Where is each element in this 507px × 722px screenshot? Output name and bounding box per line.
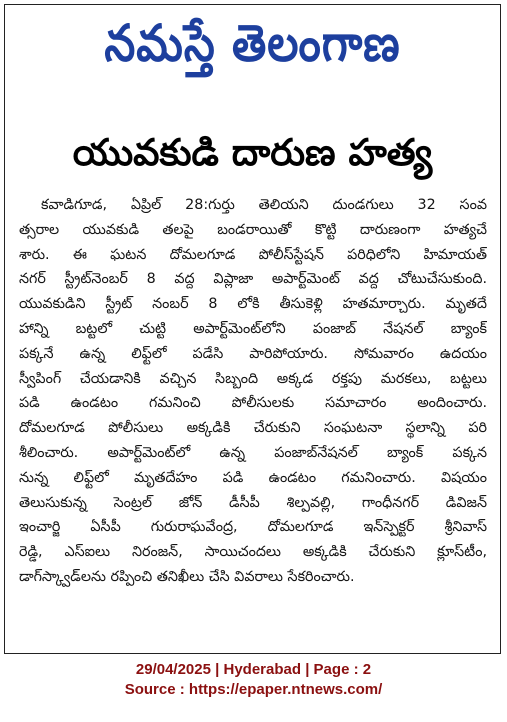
article-line: రెడ్డి, ఎస్ఐలు నిరంజన్, సాయిచందలు అక్కడికి చేరుకుని క్లూస్‌టీం, — [19, 544, 487, 561]
footer-dateline: 29/04/2025 | Hyderabad | Page : 2 — [135, 661, 372, 678]
article-headline — [5, 127, 500, 187]
article-line: యువకుడిని స్ట్రీట్ నంబర్ 8 లోకి తీసుకెళ్లి హతమార్చారు. మృతదే — [19, 296, 487, 313]
article-line: తెలుసుకున్న సెంట్రల్ జోన్ డీసీపీ శిల్పవల్లి, గాంధీనగర్ డివిజన్ — [19, 494, 487, 511]
article-line: ఇంచార్జి ఏసీపీ గురురాఘవేంద్ర, దోమలగూడ ఇన్‌స్పెక్టర్ శ్రీనివాస్ — [19, 519, 487, 536]
article-line: స్వీపింగ్ చేయడానికి వచ్చిన సిబ్బంది అక్కడ రక్తపు మరకలు, బట్టలు — [19, 370, 487, 387]
article-line: నున్న లిఫ్ట్‌లో మృతదేహం పడి ఉండటం గమనించారు. విషయం — [19, 469, 487, 486]
clipping-footer — [0, 660, 507, 700]
article-line: డాగ్‌స్క్వాడ్‌లను రప్పించి తనిఖీలు చేసి వివరాలు సేకరించారు. — [19, 568, 355, 585]
newspaper-masthead — [5, 9, 500, 91]
article-line: దోమలగూడ పోలీసులు అక్కడికి చేరుకుని సంఘటనా స్థలాన్ని పరి — [19, 420, 487, 437]
news-clipping — [4, 4, 501, 654]
article-line: శారు. ఈ ఘటన దోమలగూడ పోలీస్‌స్టేషన్ పరిధిలోని హిమాయత్ — [19, 246, 487, 263]
article-line: త్సరాల యువకుడి తలపై బండరాయితో కొట్టి దారుణంగా హత్యచే — [19, 221, 487, 238]
article-line: హాన్ని బట్టలో చుట్టి అపార్ట్‌మెంట్‌లోని పంజాబ్ నేషనల్ బ్యాంక్ — [19, 320, 487, 337]
headline-text: యువకుడి దారుణ హత్య — [72, 131, 433, 174]
article-body — [19, 193, 487, 590]
article-line: పక్కనే ఉన్న లిఫ్ట్‌లో పడేసి పారిపోయారు. సోమవారం ఉదయం — [19, 345, 487, 362]
article-line: శీలించారు. అపార్ట్‌మెంట్‌లో ఉన్న పంజాబ్‌నేషనల్ బ్యాంక్ పక్కన — [19, 444, 487, 461]
masthead-title: నమస్తే తెలంగాణ — [104, 14, 401, 73]
footer-source-link[interactable]: Source : https://epaper.ntnews.com/ — [124, 681, 383, 698]
article-line: పడి ఉండటం గమనించి పోలీసులకు సమాచారం అందించారు. — [19, 395, 487, 412]
article-line: కవాడిగూడ, ఏప్రిల్ 28:గుర్తు తెలియని దుండగులు 32 సంవ — [41, 197, 487, 213]
article-line: నగర్ స్ట్రీట్‌నెంబర్ 8 వద్ద విప్లాజా అపార్ట్‌మెంట్ వద్ద చోటుచేసుకుంది. — [19, 271, 487, 288]
